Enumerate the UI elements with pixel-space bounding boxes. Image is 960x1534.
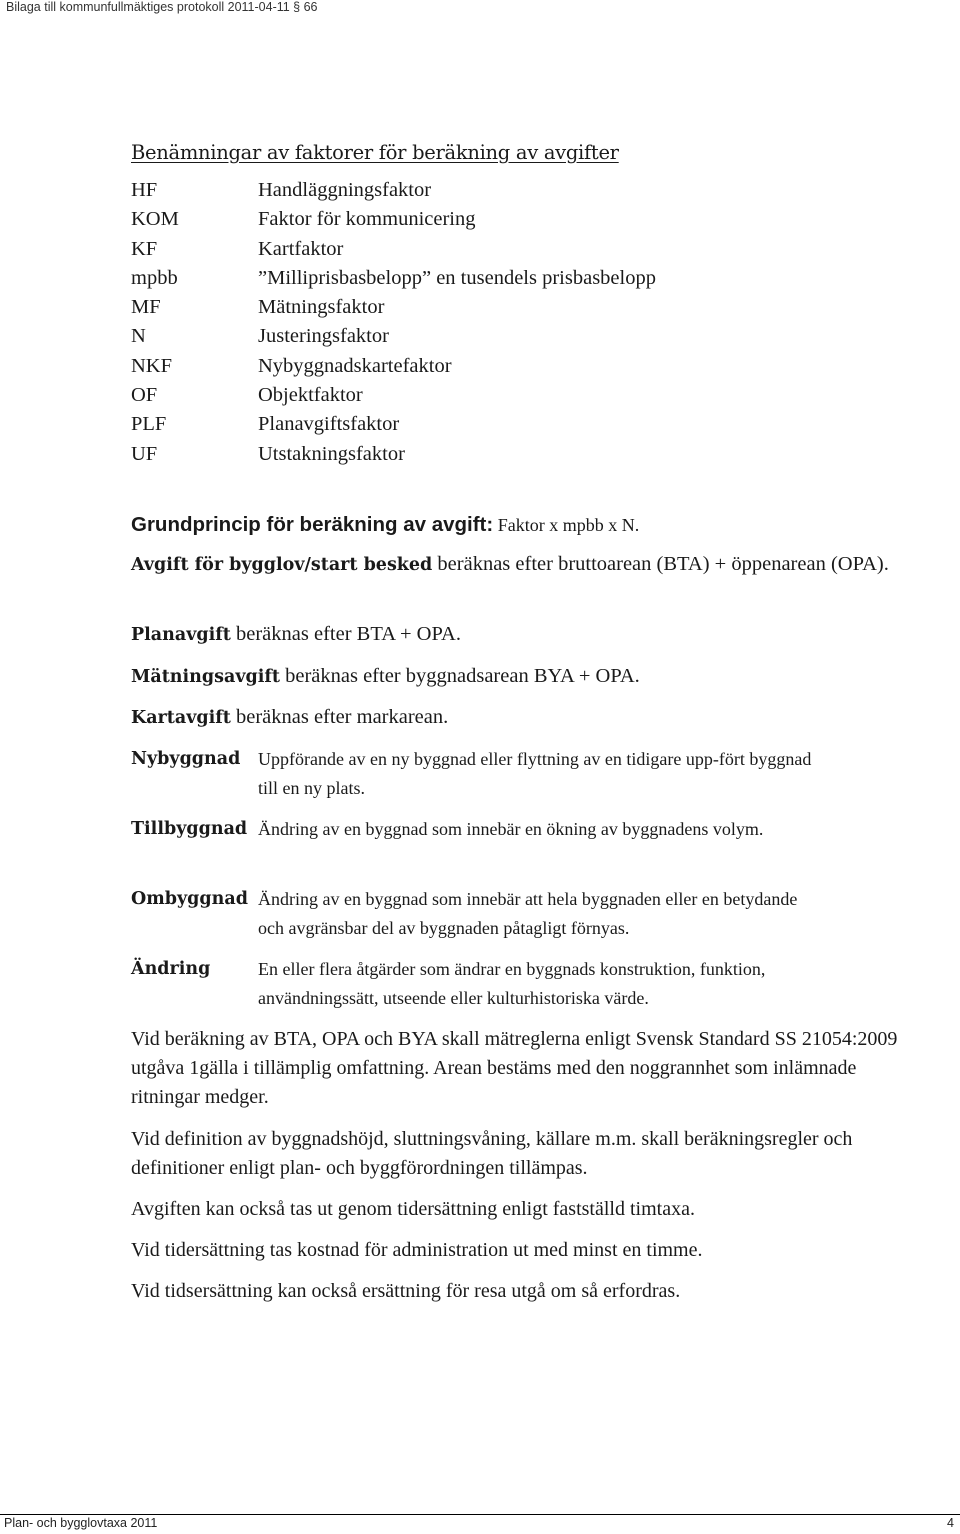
paragraph-definitioner: Vid definition av byggnadshöjd, sluttningsvåning, källare m.m. skall beräkningsregler och definitioner enligt plan- och byggförordningen tillämpas. <box>131 1128 853 1179</box>
abbreviation-row <box>131 205 656 234</box>
abbreviation-row <box>131 410 656 439</box>
section-title: Benämningar av faktorer för beräkning av avgifter <box>131 141 619 164</box>
abbreviation-code: HF <box>131 179 158 201</box>
grundprincip-formula: Faktor x mpbb x N. <box>493 515 640 535</box>
definition-text: Uppförande av en ny byggnad eller flyttning av en tidigare upp-fört byggnad till en ny plats. <box>258 749 812 798</box>
abbreviation-meaning: Utstakningsfaktor <box>258 442 405 465</box>
paragraph-mätregler: Vid beräkning av BTA, OPA och BYA skall mätreglerna enligt Svensk Standard SS 21054:2009 utgåva 1gälla i tillämplig omfattning. Arean bestäms med den noggrannhet som inlämnade ritningar medger. <box>131 1028 898 1108</box>
footer-title: Plan- och bygglovtaxa 2011 <box>4 1516 158 1530</box>
abbreviation-row <box>131 235 656 264</box>
grundprincip-line <box>131 510 639 540</box>
planavgift-line <box>131 620 461 650</box>
paragraph-tidersattning: Vid tidersättning tas kostnad för administration ut med minst en timme. <box>131 1239 703 1261</box>
avgift-bygglov-text: beräknas efter bruttoarean (BTA) + öppenarean (OPA). <box>432 553 889 575</box>
footer-divider <box>0 1514 960 1515</box>
abbreviation-code: NKF <box>131 354 173 377</box>
definition-term: Nybyggnad <box>131 749 241 769</box>
abbreviation-meaning: Objektfaktor <box>258 384 363 407</box>
abbreviation-code: KF <box>131 237 158 260</box>
definition-term: Tillbyggnad <box>131 819 248 839</box>
avgift-bygglov-line <box>131 550 911 580</box>
abbreviation-row <box>131 176 656 205</box>
definition-row <box>131 745 818 803</box>
abbreviation-code: MF <box>131 296 161 319</box>
avgift-bygglov-lead: Avgift för bygglov/start besked <box>131 555 433 575</box>
abbreviation-meaning: ”Milliprisbasbelopp” en tusendels prisbasbelopp <box>258 266 656 289</box>
matningsavgift-line <box>131 662 640 692</box>
definition-text: Ändring av en byggnad som innebär att hela byggnaden eller en betydande och avgränsbar del av byggnaden påtagligt förnyas. <box>258 889 798 938</box>
definition-row <box>131 885 818 943</box>
abbreviation-meaning: Nybyggnadskartefaktor <box>258 354 452 377</box>
kartavgift-lead: Kartavgift <box>131 708 231 728</box>
abbreviation-code: UF <box>131 442 158 465</box>
planavgift-lead: Planavgift <box>131 625 231 645</box>
definition-row <box>131 955 818 1013</box>
abbreviation-meaning: Planavgiftsfaktor <box>258 413 400 436</box>
abbreviation-meaning: Justeringsfaktor <box>258 325 389 348</box>
definition-text: En eller flera åtgärder som ändrar en byggnads konstruktion, funktion, användningssätt, utseende eller kulturhistoriska värde. <box>258 959 766 1008</box>
grundprincip-lead: Grundprincip för beräkning av avgift: <box>131 513 494 536</box>
abbreviation-row <box>131 322 656 351</box>
definition-term: Ändring <box>131 959 211 979</box>
planavgift-text: beräknas efter BTA + OPA. <box>230 623 461 645</box>
abbreviation-row <box>131 352 656 381</box>
kartavgift-line <box>131 703 448 733</box>
definition-term: Ombyggnad <box>131 889 248 909</box>
abbreviation-meaning: Handläggningsfaktor <box>258 179 432 201</box>
abbreviation-meaning: Mätningsfaktor <box>258 296 385 319</box>
kartavgift-text: beräknas efter markarean. <box>230 706 449 728</box>
abbreviation-code: mpbb <box>131 266 178 289</box>
abbreviation-code: PLF <box>131 413 167 436</box>
abbreviation-meaning: Kartfaktor <box>258 237 344 260</box>
abbreviation-code: N <box>131 325 146 348</box>
matningsavgift-lead: Mätningsavgift <box>131 667 280 687</box>
page-number: 4 <box>947 1516 954 1530</box>
definition-text: Ändring av en byggnad som innebär en ökning av byggnadens volym. <box>258 819 764 839</box>
abbreviation-code: OF <box>131 384 158 407</box>
paragraph-resa: Vid tidsersättning kan också ersättning för resa utgå om så erfordras. <box>131 1280 681 1302</box>
abbreviation-meaning: Faktor för kommunicering <box>258 208 476 231</box>
abbreviation-row <box>131 440 656 469</box>
page-header: Bilaga till kommunfullmäktiges protokoll 2011-04-11 § 66 <box>6 0 318 14</box>
abbreviation-row <box>131 293 656 322</box>
abbreviation-list <box>131 176 656 469</box>
abbreviation-row <box>131 264 656 293</box>
abbreviation-code: KOM <box>131 208 179 231</box>
matningsavgift-text: beräknas efter byggnadsarean BYA + OPA. <box>279 665 640 687</box>
abbreviation-row <box>131 381 656 410</box>
paragraph-timtaxa: Avgiften kan också tas ut genom tidersättning enligt fastställd timtaxa. <box>131 1198 695 1220</box>
definition-row <box>131 815 818 844</box>
